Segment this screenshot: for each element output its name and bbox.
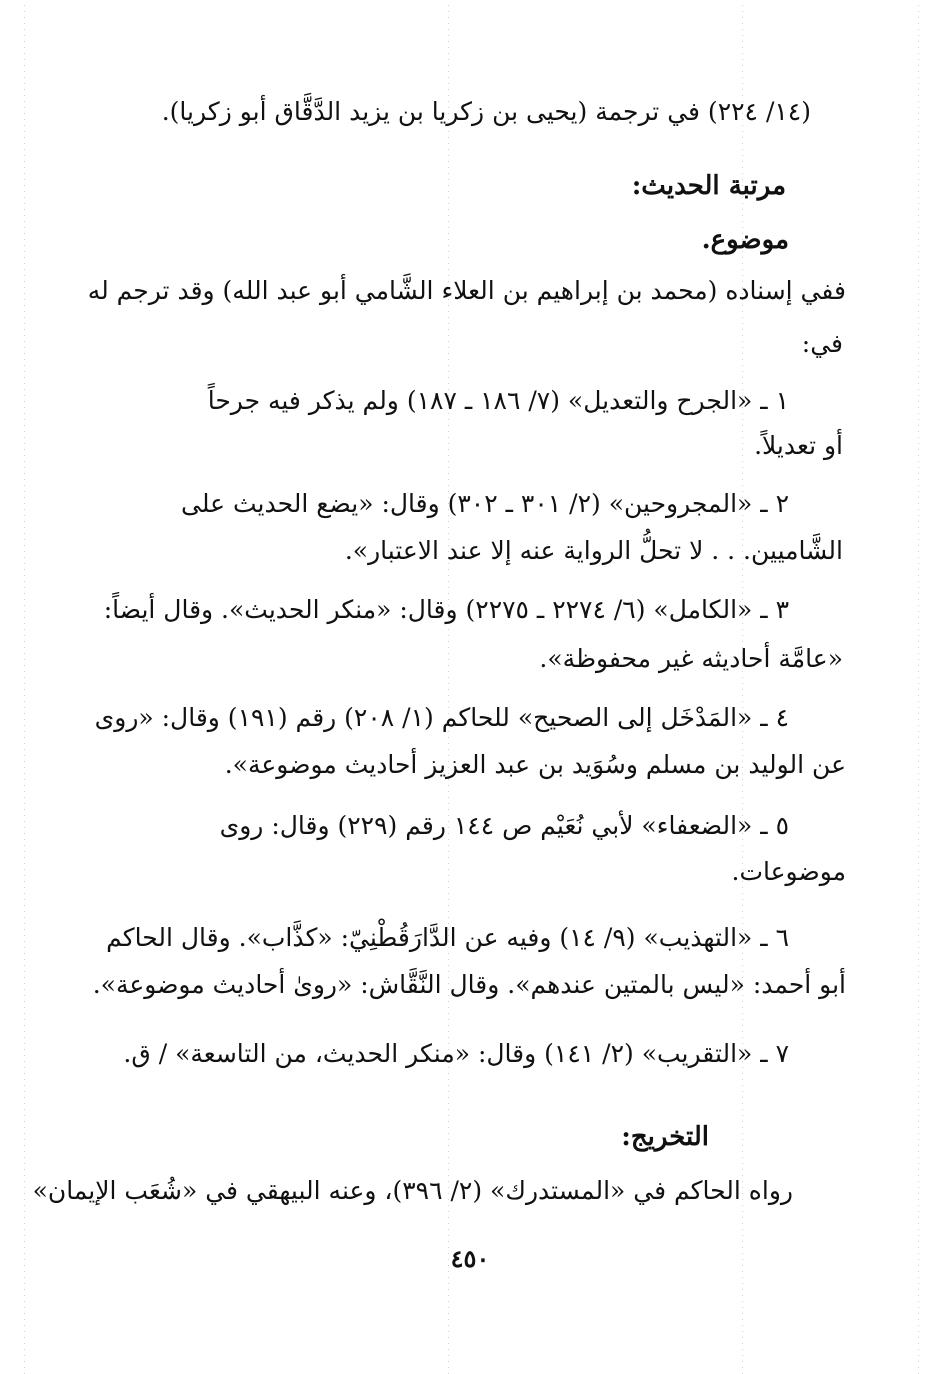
text-line-1: (١٤/ ٢٢٤) في ترجمة (يحيى بن زكريا بن يزيد الدَّقَّاق أبو زكريا). [161,97,811,126]
list-item-6-cont: أبو أحمد: «ليس بالمتين عندهم». وقال النَّقَّاش: «روىٰ أحاديث موضوعة». [92,970,846,999]
list-item-6: ٦ ـ «التهذيب» (٩/ ١٤) وفيه عن الدَّارَقُطْنِيّ: «كذَّاب». وقال الحاكم [106,923,789,952]
text-line-takhrij: رواه الحاكم في «المستدرك» (٢/ ٣٩٦)، وعنه البيهقي في «شُعَب الإيمان» [32,1176,793,1205]
page-number: ٤٥٠ [450,1244,490,1273]
section-heading-hadith-rank: مرتبة الحديث: [631,171,786,201]
list-item-3-cont: «عامَّة أحاديثه غير محفوظة». [539,644,843,673]
text-line-5: في: [801,329,843,358]
list-item-4-cont: عن الوليد بن مسلم وسُوَيد بن عبد العزيز أحاديث موضوعة». [224,750,846,779]
list-item-7: ٧ ـ «التقريب» (٢/ ١٤١) وقال: «منكر الحديث، من التاسعة» / ق. [123,1039,789,1068]
list-item-5: ٥ ـ «الضعفاء» لأبي نُعَيْم ص ١٤٤ رقم (٢٢٩) وقال: روى [219,811,789,840]
list-item-4: ٤ ـ «المَدْخَل إلى الصحيح» للحاكم (١/ ٢٠٨) رقم (١٩١) وقال: «روى [94,703,789,732]
list-item-3: ٣ ـ «الكامل» (٦/ ٢٢٧٤ ـ ٢٢٧٥) وقال: «منكر الحديث». وقال أيضاً: [103,595,789,624]
list-item-1: ١ ـ «الجرح والتعديل» (٧/ ١٨٦ ـ ١٨٧) ولم يذكر فيه جرحاً [207,386,789,415]
list-item-2-cont: الشَّاميين. . . لا تحلُّ الرواية عنه إلا عند الاعتبار». [344,536,843,565]
text-line-4: ففي إسناده (محمد بن إبراهيم بن العلاء الشَّامي أبو عبد الله) وقد ترجم له [87,276,846,305]
hadith-rank-value: موضوع. [701,225,789,255]
section-heading-takhrij: التخريج: [621,1122,709,1152]
list-item-2: ٢ ـ «المجروحين» (٢/ ٣٠١ ـ ٣٠٢) وقال: «يضع الحديث على [181,489,789,518]
list-item-5-cont: موضوعات. [731,857,846,886]
list-item-1-cont: أو تعديلاً. [754,431,843,460]
